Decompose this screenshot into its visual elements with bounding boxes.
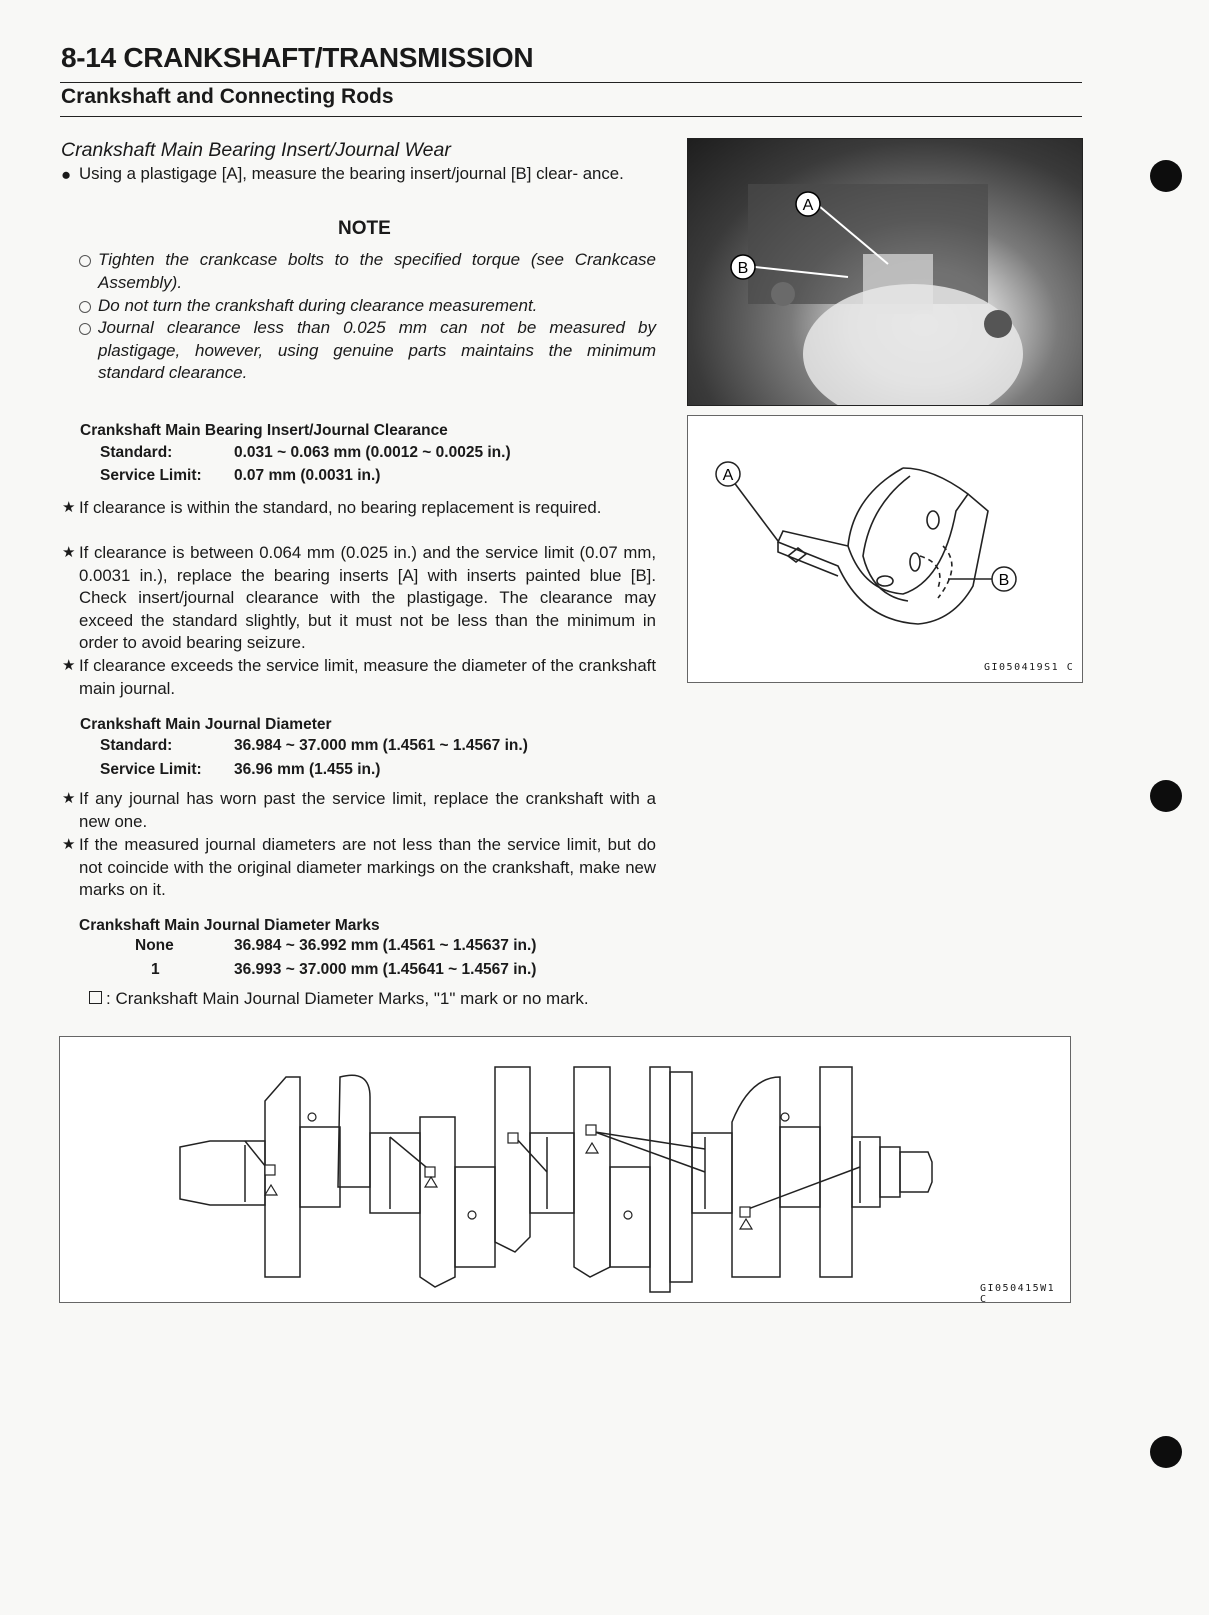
spec-limit-label: Service Limit: — [100, 467, 202, 484]
star-item — [62, 497, 656, 520]
marks-row-label: 1 — [151, 961, 160, 978]
section-title: Crankshaft Main Bearing Insert/Journal Wear — [61, 139, 451, 161]
star-icon: ★ — [62, 790, 76, 807]
bullet-dot-icon: ● — [61, 165, 72, 184]
crankshaft-marks-figure — [59, 1036, 1071, 1303]
marks-row-value: 36.993 ~ 37.000 mm (1.45641 ~ 1.4567 in.) — [234, 961, 537, 978]
bearing-label-a: A — [722, 467, 734, 484]
spec-standard-label: Standard: — [100, 737, 173, 754]
star-icon: ★ — [62, 544, 76, 561]
marks-row-label: None — [135, 937, 174, 954]
star-item — [62, 542, 656, 655]
spec-standard-label: Standard: — [100, 444, 173, 461]
star-icon: ★ — [62, 499, 76, 516]
star-text: If clearance is between 0.064 mm (0.025 in.) and the service limit (0.07 mm, 0.0031 in.), replace the bearing inserts [A] with inserts painted blue [B]. Check insert/journal clearance with the plastigage. The clearance may exceed the standard slightly, but it must not be less than the minimum in order to avoid bearing seizure. — [79, 543, 656, 652]
binder-hole — [1150, 160, 1182, 192]
spec-limit-label: Service Limit: — [100, 761, 202, 778]
header-rule — [60, 82, 1082, 83]
note-text: Journal clearance less than 0.025 mm can not be measured by plastigage, however, using genuine parts maintains the minimum standard clearance. — [98, 318, 656, 382]
bearing-insert-drawing — [688, 416, 1082, 682]
marks-note — [89, 989, 589, 1009]
photo-callouts — [688, 139, 1082, 405]
spec-title: Crankshaft Main Journal Diameter — [80, 716, 332, 733]
note-heading: NOTE — [338, 218, 391, 239]
page-subtitle: Crankshaft and Connecting Rods — [61, 85, 394, 108]
square-mark-icon — [89, 991, 102, 1004]
marks-note-text: : Crankshaft Main Journal Diameter Marks, "1" mark or no mark. — [106, 989, 589, 1008]
subheader-rule — [60, 116, 1082, 117]
star-icon: ★ — [62, 657, 76, 674]
instruction-text: Using a plastigage [A], measure the bearing insert/journal [B] clear- ance. — [79, 164, 624, 183]
binder-hole — [1150, 780, 1182, 812]
star-icon: ★ — [62, 836, 76, 853]
plastigage-photo — [687, 138, 1083, 406]
bearing-label-b: B — [998, 572, 1010, 589]
star-item — [62, 834, 656, 902]
spec-limit-value: 36.96 mm (1.455 in.) — [234, 761, 381, 778]
photo-label-b: B — [737, 260, 749, 277]
star-text: If clearance is within the standard, no bearing replacement is required. — [79, 498, 602, 517]
star-item — [62, 788, 656, 833]
star-item — [62, 655, 656, 700]
note-item — [98, 249, 656, 294]
figure-code: GI050415W1 C — [980, 1283, 1056, 1305]
bearing-insert-figure — [687, 415, 1083, 683]
spec-title: Crankshaft Main Bearing Insert/Journal Clearance — [80, 422, 448, 439]
page-title: 8-14 CRANKSHAFT/TRANSMISSION — [61, 42, 534, 73]
spec-limit-value: 0.07 mm (0.0031 in.) — [234, 467, 381, 484]
spec-standard-value: 0.031 ~ 0.063 mm (0.0012 ~ 0.0025 in.) — [234, 444, 511, 461]
spec-standard-value: 36.984 ~ 37.000 mm (1.4561 ~ 1.4567 in.) — [234, 737, 528, 754]
note-item — [98, 295, 656, 318]
star-text: If any journal has worn past the service limit, replace the crankshaft with a new one. — [79, 789, 656, 831]
marks-row-value: 36.984 ~ 36.992 mm (1.4561 ~ 1.45637 in.) — [234, 937, 537, 954]
note-item — [98, 317, 656, 385]
circle-bullet-icon — [79, 255, 91, 267]
binder-hole — [1150, 1436, 1182, 1468]
star-text: If the measured journal diameters are not less than the service limit, but do not coincide with the original diameter markings on the crankshaft, make new marks on it. — [79, 835, 656, 899]
instruction-bullet — [61, 163, 656, 186]
circle-bullet-icon — [79, 301, 91, 313]
note-text: Tighten the crankcase bolts to the specified torque (see Crankcase Assembly). — [98, 250, 656, 292]
figure-code: GI050419S1 C — [984, 662, 1075, 673]
photo-label-a: A — [802, 197, 814, 214]
note-text: Do not turn the crankshaft during clearance measurement. — [98, 296, 538, 315]
circle-bullet-icon — [79, 323, 91, 335]
crankshaft-drawing — [60, 1037, 1070, 1302]
star-text: If clearance exceeds the service limit, measure the diameter of the crankshaft main journal. — [79, 656, 656, 698]
spec-title: Crankshaft Main Journal Diameter Marks — [79, 917, 380, 934]
